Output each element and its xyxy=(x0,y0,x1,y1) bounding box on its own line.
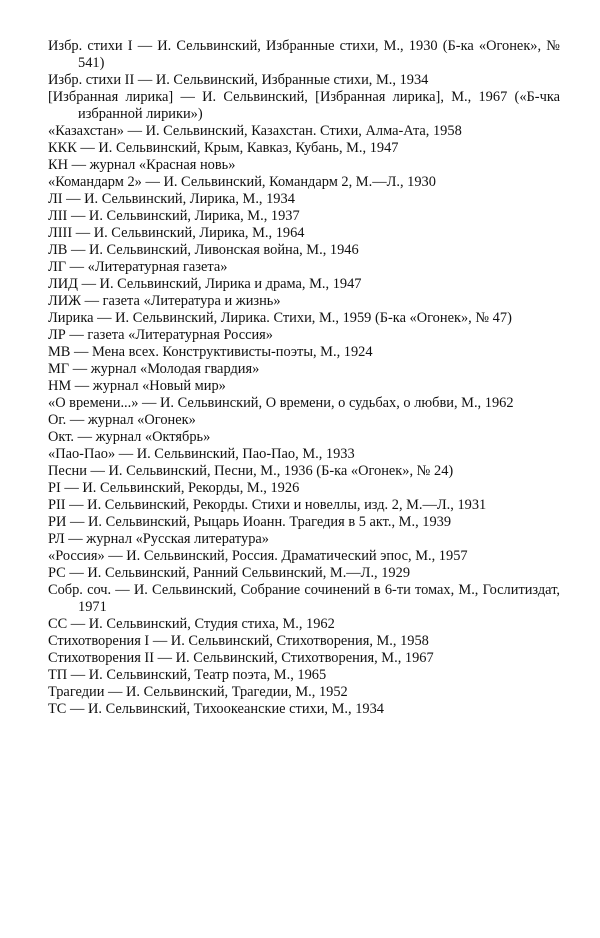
list-item: ТС — И. Сельвинский, Тихоокеанские стихи, М., 1934 xyxy=(48,701,385,717)
list-item: КН — журнал «Красная новь» xyxy=(48,157,236,173)
list-item: Стихотворения I — И. Сельвинский, Стихотворения, М., 1958 xyxy=(48,633,429,649)
list-item: ККК — И. Сельвинский, Крым, Кавказ, Кубань, М., 1947 xyxy=(48,140,399,156)
list-item: Собр. соч. — И. Сельвинский, Собрание сочинений в 6-ти томах, М., Гослитиздат, 1971 xyxy=(48,582,560,615)
list-item: ЛIII — И. Сельвинский, Лирика, М., 1964 xyxy=(48,225,305,241)
list-item: НМ — журнал «Новый мир» xyxy=(48,378,226,394)
list-item: «Командарм 2» — И. Сельвинский, Командарм 2, М.—Л., 1930 xyxy=(48,174,436,190)
list-item: Окт. — журнал «Октябрь» xyxy=(48,429,211,445)
list-item: Избр. стихи I — И. Сельвинский, Избранные стихи, М., 1930 (Б-ка «Огонек», № 541) xyxy=(48,38,560,71)
list-item: «Пао-Пао» — И. Сельвинский, Пао-Пао, М., 1933 xyxy=(48,446,355,462)
list-item: ЛИЖ — газета «Литература и жизнь» xyxy=(48,293,281,309)
list-item: PI — И. Сельвинский, Рекорды, М., 1926 xyxy=(48,480,300,496)
list-item: Трагедии — И. Сельвинский, Трагедии, М., 1952 xyxy=(48,684,348,700)
list-item: МГ — журнал «Молодая гвардия» xyxy=(48,361,260,377)
list-item: «Казахстан» — И. Сельвинский, Казахстан. Стихи, Алма-Ата, 1958 xyxy=(48,123,462,139)
list-item: РС — И. Сельвинский, Ранний Сельвинский, М.—Л., 1929 xyxy=(48,565,411,581)
list-item: ЛII — И. Сельвинский, Лирика, М., 1937 xyxy=(48,208,300,224)
list-item: Ог. — журнал «Огонек» xyxy=(48,412,196,428)
list-item: РИ — И. Сельвинский, Рыцарь Иоанн. Трагедия в 5 акт., М., 1939 xyxy=(48,514,452,530)
list-item: Лирика — И. Сельвинский, Лирика. Стихи, М., 1959 (Б-ка «Огонек», № 47) xyxy=(48,310,512,326)
list-item: ЛВ — И. Сельвинский, Ливонская война, М., 1946 xyxy=(48,242,359,258)
list-item: Стихотворения II — И. Сельвинский, Стихотворения, М., 1967 xyxy=(48,650,434,666)
list-item: МВ — Мена всех. Конструктивисты-поэты, М., 1924 xyxy=(48,344,373,360)
list-item: ЛР — газета «Литературная Россия» xyxy=(48,327,273,343)
list-item: «О времени...» — И. Сельвинский, О времени, о судьбах, о любви, М., 1962 xyxy=(48,395,514,411)
abbreviations-list xyxy=(48,38,560,718)
list-item: ТП — И. Сельвинский, Театр поэта, М., 1965 xyxy=(48,667,327,683)
list-item: Избр. стихи II — И. Сельвинский, Избранные стихи, М., 1934 xyxy=(48,72,429,88)
list-item: [Избранная лирика] — И. Сельвинский, [Избранная лирика], М., 1967 («Б-чка избранной лирики») xyxy=(48,89,560,122)
list-item: ЛИД — И. Сельвинский, Лирика и драма, М., 1947 xyxy=(48,276,362,292)
list-item: РЛ — журнал «Русская литература» xyxy=(48,531,269,547)
list-item: Песни — И. Сельвинский, Песни, М., 1936 (Б-ка «Огонек», № 24) xyxy=(48,463,454,479)
list-item: «Россия» — И. Сельвинский, Россия. Драматический эпос, М., 1957 xyxy=(48,548,468,564)
list-item: PII — И. Сельвинский, Рекорды. Стихи и новеллы, изд. 2, М.—Л., 1931 xyxy=(48,497,487,513)
list-item: ЛГ — «Литературная газета» xyxy=(48,259,228,275)
list-item: СС — И. Сельвинский, Студия стиха, М., 1962 xyxy=(48,616,335,632)
list-item: ЛI — И. Сельвинский, Лирика, М., 1934 xyxy=(48,191,295,207)
